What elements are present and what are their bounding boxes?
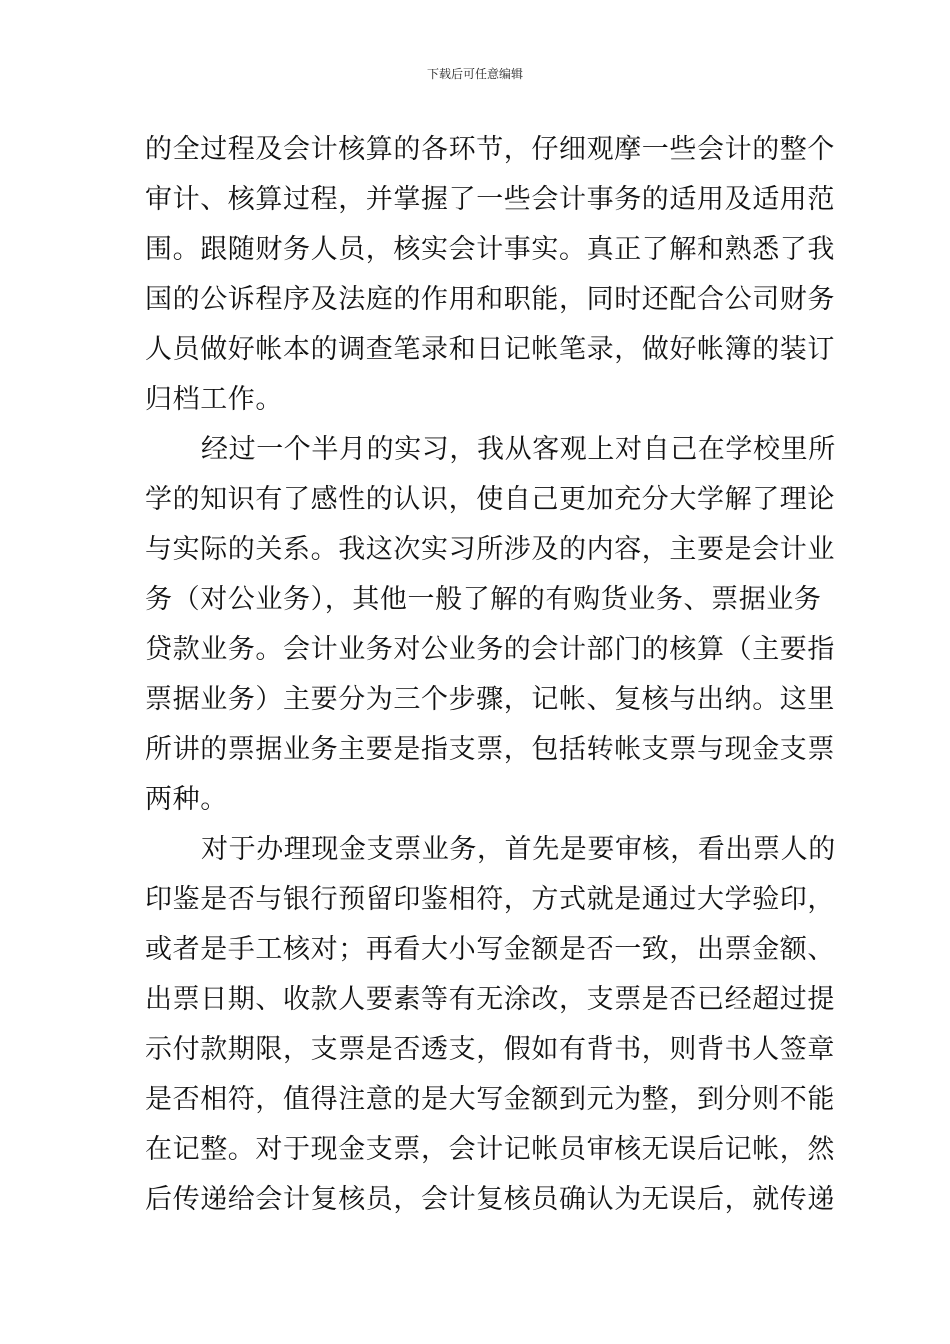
text-line: 所讲的票据业务主要是指支票，包括转帐支票与现金支票 [145,734,835,765]
text-line: 务（对公业务），其他一般了解的有购货业务、票据业务 [145,584,822,615]
text-line: 学的知识有了感性的认识，使自己更加充分大学解了理论 [145,484,835,515]
text-line: 两种。 [145,784,228,815]
text-line: 人员做好帐本的调查笔录和日记帐笔录，做好帐簿的装订 [145,334,835,365]
text-line: 示付款期限，支票是否透支，假如有背书，则背书人签章 [145,1034,835,1065]
text-line: 的全过程及会计核算的各环节，仔细观摩一些会计的整个 [145,134,835,165]
text-line: 票据业务）主要分为三个步骤，记帐、复核与出纳。这里 [145,684,835,715]
text-line: 贷款业务。会计业务对公业务的会计部门的核算（主要指 [145,634,835,665]
text-line: 国的公诉程序及法庭的作用和职能，同时还配合公司财务 [145,284,835,315]
text-line: 印鉴是否与银行预留印鉴相符，方式就是通过大学验印， [145,884,835,915]
text-line: 后传递给会计复核员，会计复核员确认为无误后，就传递 [145,1184,835,1215]
paragraph [145,425,836,825]
text-line: 对于办理现金支票业务，首先是要审核，看出票人的 [201,834,836,865]
text-line: 与实际的关系。我这次实习所涉及的内容，主要是会计业 [145,534,835,565]
text-line: 归档工作。 [145,384,283,415]
paragraph [145,125,835,425]
text-line: 审计、核算过程，并掌握了一些会计事务的适用及适用范 [145,184,835,215]
paragraph [145,825,836,1225]
text-line: 出票日期、收款人要素等有无涂改，支票是否已经超过提 [145,984,835,1015]
text-line: 围。跟随财务人员，核实会计事实。真正了解和熟悉了我 [145,234,835,265]
text-line: 经过一个半月的实习，我从客观上对自己在学校里所 [201,434,836,465]
text-line: 在记整。对于现金支票，会计记帐员审核无误后记帐，然 [145,1134,835,1165]
text-line: 或者是手工核对；再看大小写金额是否一致，出票金额、 [145,934,835,965]
text-line: 是否相符，值得注意的是大写金额到元为整，到分则不能 [145,1084,835,1115]
document-body [145,125,836,1225]
page-header: 下载后可任意编辑 [426,67,523,81]
